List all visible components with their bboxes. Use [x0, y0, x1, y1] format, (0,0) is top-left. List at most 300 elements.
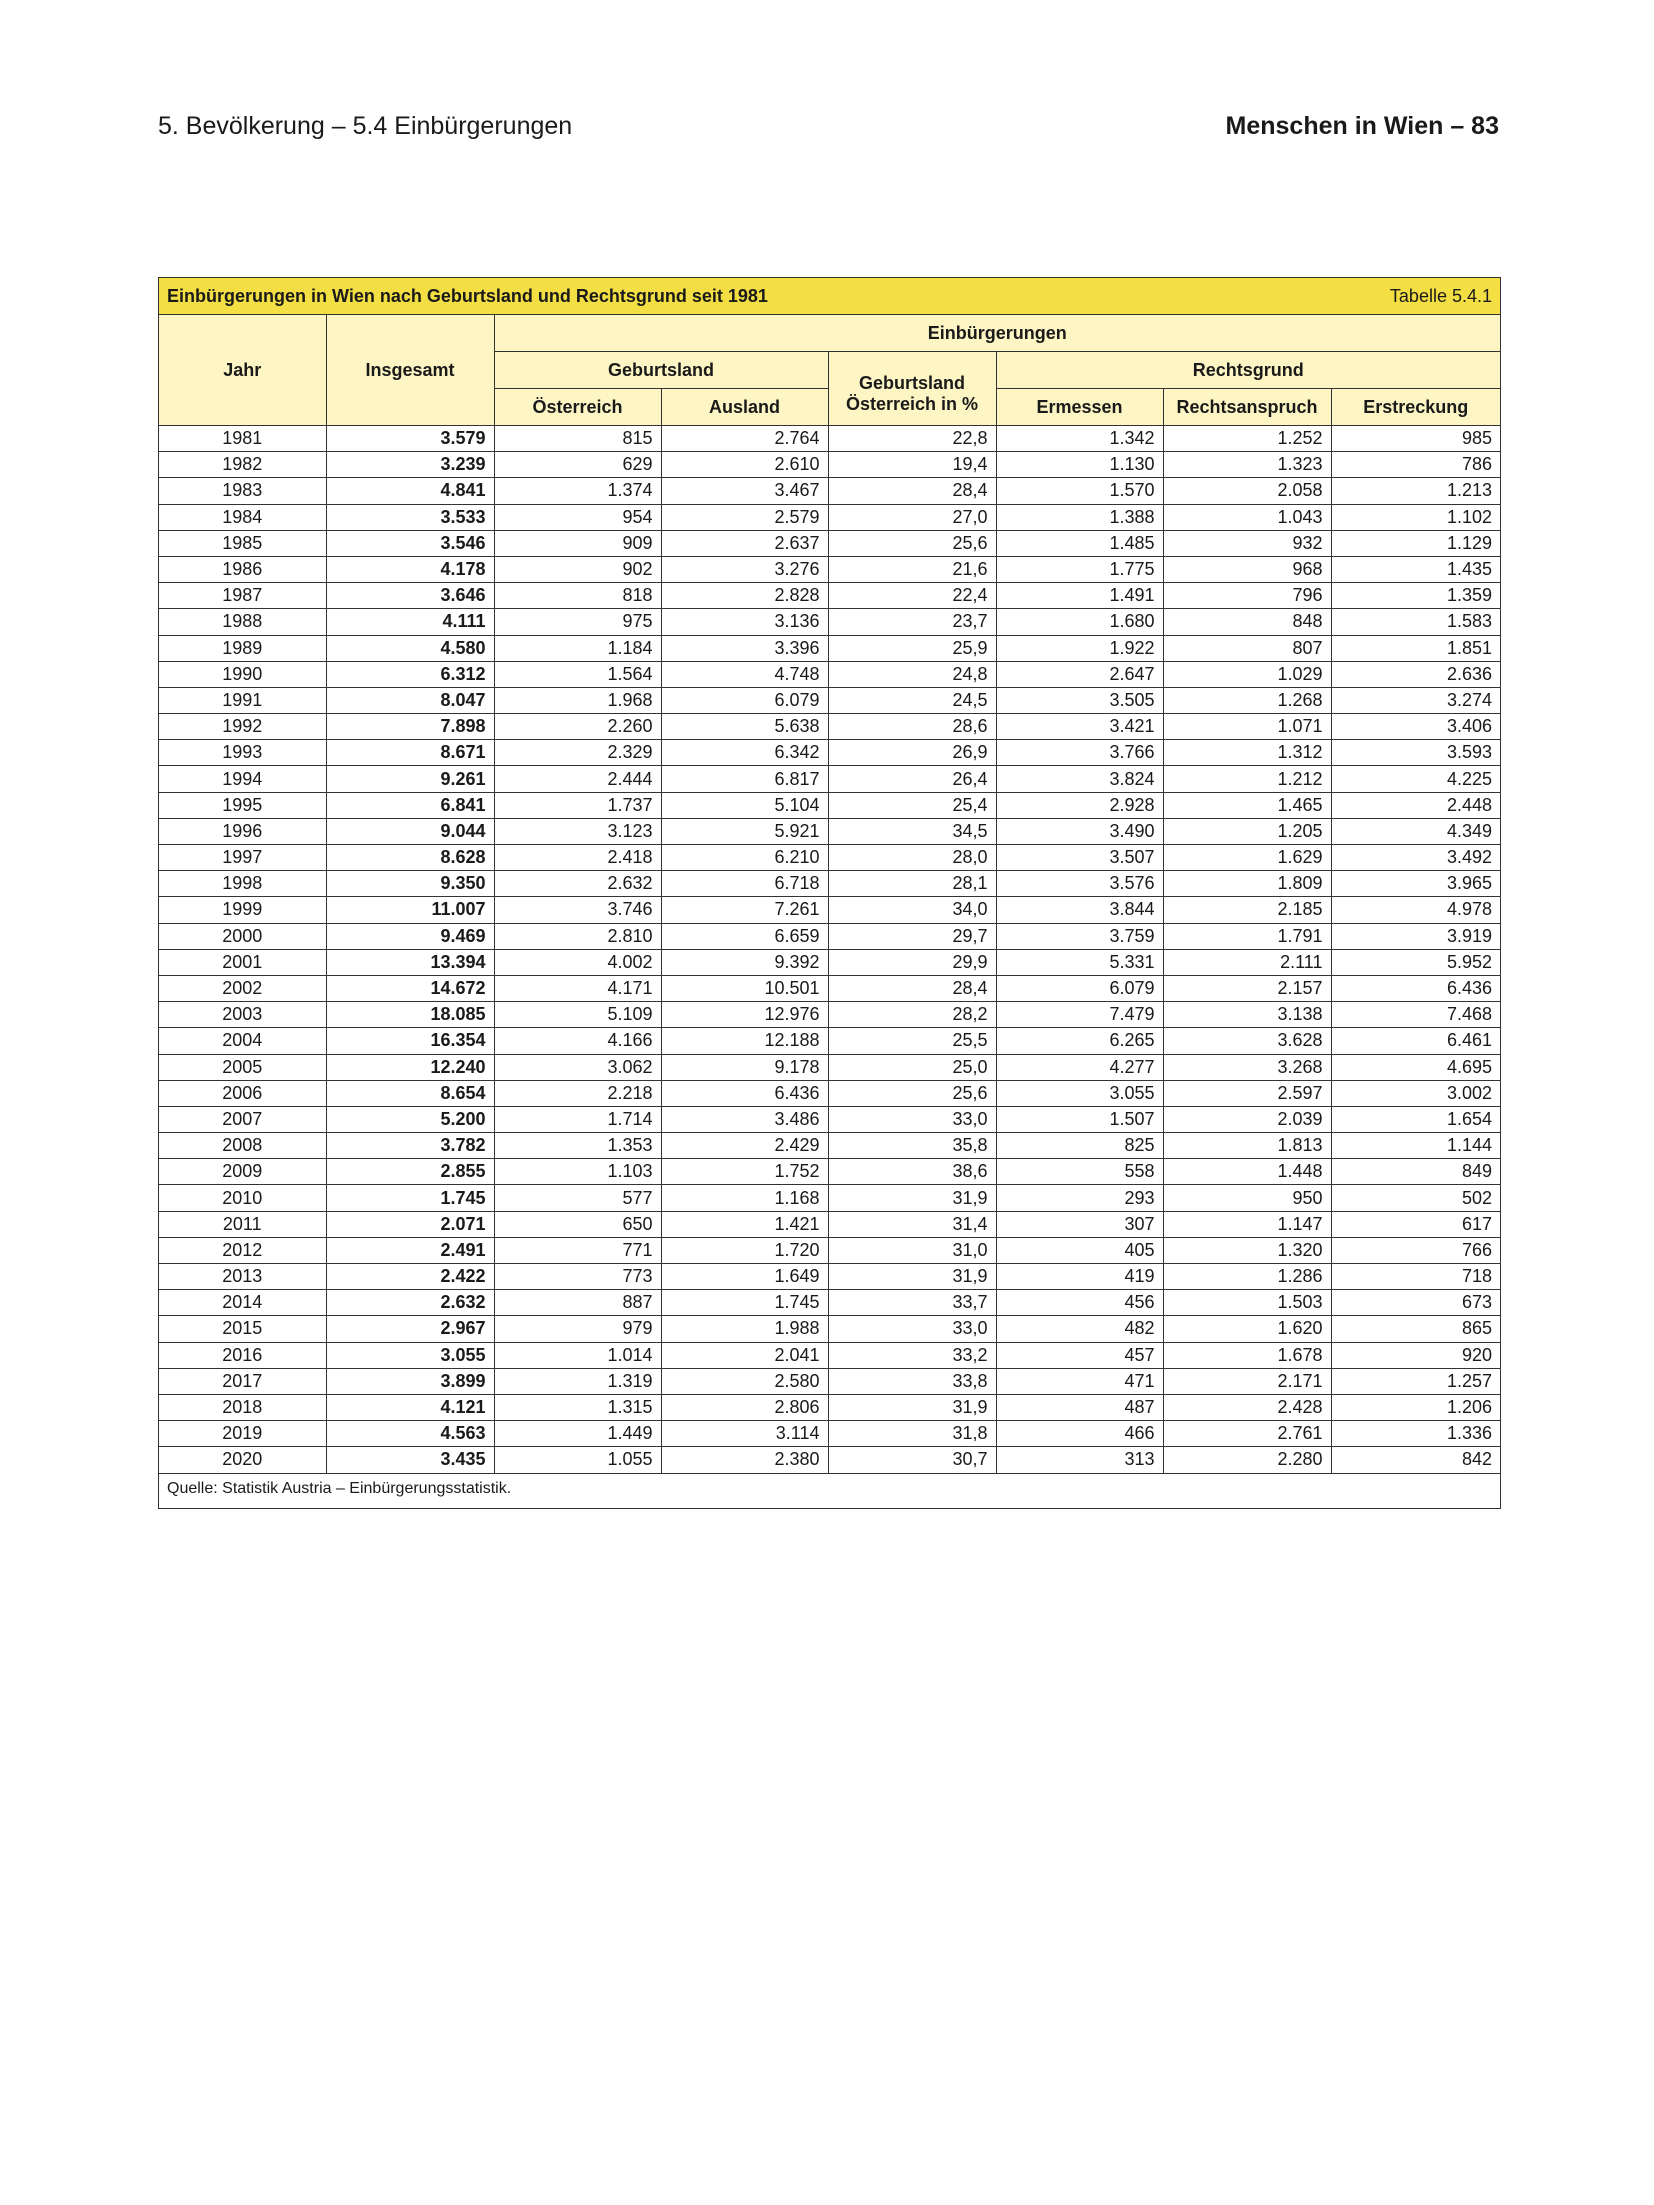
table-cell: 2.597: [1163, 1080, 1331, 1106]
table-cell: 3.138: [1163, 1002, 1331, 1028]
table-cell: 12.188: [661, 1028, 828, 1054]
table-cell: 12.976: [661, 1002, 828, 1028]
table-cell: 25,0: [828, 1054, 996, 1080]
table-cell: 33,7: [828, 1290, 996, 1316]
table-cell: 3.576: [996, 871, 1163, 897]
table-cell: 28,6: [828, 714, 996, 740]
table-cell: 1.421: [661, 1211, 828, 1237]
table-cell: 9.350: [326, 871, 494, 897]
table-cell: 1985: [159, 530, 326, 556]
header-geburtsland: Geburtsland: [494, 352, 828, 389]
table-row: [159, 1159, 1500, 1185]
table-cell: 950: [1163, 1185, 1331, 1211]
table-cell: 6.841: [326, 792, 494, 818]
table-row: [159, 1054, 1500, 1080]
table-cell: 34,5: [828, 818, 996, 844]
header-pct-line1: Geburtsland: [858, 372, 965, 393]
table-cell: 482: [996, 1316, 1163, 1342]
table-cell: 1.342: [996, 426, 1163, 452]
table-cell: 7.898: [326, 714, 494, 740]
table-cell: 10.501: [661, 975, 828, 1001]
table-cell: 2.444: [494, 766, 661, 792]
data-table: [159, 315, 1500, 1474]
header-pct-oesterreich: [828, 352, 996, 426]
table-cell: 1.129: [1331, 530, 1500, 556]
table-cell: 1.323: [1163, 452, 1331, 478]
table-cell: 1.968: [494, 687, 661, 713]
table-cell: 975: [494, 609, 661, 635]
table-cell: 13.394: [326, 949, 494, 975]
table-body: [159, 426, 1500, 1474]
table-cell: 9.392: [661, 949, 828, 975]
table-row: [159, 1028, 1500, 1054]
table-cell: 27,0: [828, 504, 996, 530]
table-cell: 3.646: [326, 583, 494, 609]
table-cell: 307: [996, 1211, 1163, 1237]
table-row: [159, 504, 1500, 530]
table-row: [159, 1211, 1500, 1237]
table-cell: 3.766: [996, 740, 1163, 766]
table-cell: 6.210: [661, 845, 828, 871]
table-cell: 786: [1331, 452, 1500, 478]
table-cell: 3.490: [996, 818, 1163, 844]
table-cell: 3.505: [996, 687, 1163, 713]
table-cell: 28,4: [828, 975, 996, 1001]
table-cell: 2.855: [326, 1159, 494, 1185]
table-cell: 6.265: [996, 1028, 1163, 1054]
table-cell: 617: [1331, 1211, 1500, 1237]
header-rechtsgrund: Rechtsgrund: [996, 352, 1500, 389]
table-cell: 1.745: [326, 1185, 494, 1211]
table-cell: 920: [1331, 1342, 1500, 1368]
table-cell: 405: [996, 1237, 1163, 1263]
table-cell: 1.014: [494, 1342, 661, 1368]
header-ermessen: Ermessen: [996, 389, 1163, 426]
table-row: [159, 1290, 1500, 1316]
header-jahr: Jahr: [159, 315, 326, 426]
table-cell: 502: [1331, 1185, 1500, 1211]
table-cell: 3.002: [1331, 1080, 1500, 1106]
table-cell: 2.157: [1163, 975, 1331, 1001]
table-cell: 1.168: [661, 1185, 828, 1211]
table-cell: 33,0: [828, 1316, 996, 1342]
table-cell: 1.184: [494, 635, 661, 661]
table-cell: 1994: [159, 766, 326, 792]
table-cell: 673: [1331, 1290, 1500, 1316]
table-cell: 2.329: [494, 740, 661, 766]
table-row: [159, 1447, 1500, 1473]
table-cell: 1.435: [1331, 556, 1500, 582]
table-cell: 2006: [159, 1080, 326, 1106]
table-cell: 2009: [159, 1159, 326, 1185]
table-cell: 1995: [159, 792, 326, 818]
table-row: [159, 1421, 1500, 1447]
table-cell: 4.580: [326, 635, 494, 661]
table-cell: 33,8: [828, 1368, 996, 1394]
table-cell: 4.695: [1331, 1054, 1500, 1080]
table-cell: 3.396: [661, 635, 828, 661]
table-cell: 2.761: [1163, 1421, 1331, 1447]
table-cell: 3.919: [1331, 923, 1500, 949]
table-cell: 5.952: [1331, 949, 1500, 975]
table-cell: 1.336: [1331, 1421, 1500, 1447]
table-cell: 9.044: [326, 818, 494, 844]
table-cell: 3.421: [996, 714, 1163, 740]
table-row: [159, 818, 1500, 844]
table-cell: 25,5: [828, 1028, 996, 1054]
table-cell: 1.737: [494, 792, 661, 818]
table-cell: 1.320: [1163, 1237, 1331, 1263]
table-cell: 26,9: [828, 740, 996, 766]
table-cell: 4.748: [661, 661, 828, 687]
table-cell: 3.746: [494, 897, 661, 923]
table-cell: 293: [996, 1185, 1163, 1211]
header-oesterreich: Österreich: [494, 389, 661, 426]
table-cell: 6.461: [1331, 1028, 1500, 1054]
table-cell: 2018: [159, 1394, 326, 1420]
table-cell: 2.418: [494, 845, 661, 871]
table-cell: 1.130: [996, 452, 1163, 478]
table-row: [159, 1264, 1500, 1290]
table-cell: 35,8: [828, 1133, 996, 1159]
table-cell: 22,4: [828, 583, 996, 609]
table-cell: 1992: [159, 714, 326, 740]
table-cell: 1.103: [494, 1159, 661, 1185]
table-cell: 1.257: [1331, 1368, 1500, 1394]
table-cell: 2.610: [661, 452, 828, 478]
table-cell: 1.654: [1331, 1106, 1500, 1132]
table-cell: 1.206: [1331, 1394, 1500, 1420]
table-row: [159, 1316, 1500, 1342]
table-cell: 24,5: [828, 687, 996, 713]
table-row: [159, 897, 1500, 923]
table-cell: 1991: [159, 687, 326, 713]
table-cell: 2004: [159, 1028, 326, 1054]
table-cell: 1.315: [494, 1394, 661, 1420]
table-row: [159, 583, 1500, 609]
table-cell: 2013: [159, 1264, 326, 1290]
table-cell: 25,6: [828, 1080, 996, 1106]
table-title: Einbürgerungen in Wien nach Geburtsland und Rechtsgrund seit 1981: [167, 285, 768, 306]
table-cell: 2.041: [661, 1342, 828, 1368]
table-cell: 1.851: [1331, 635, 1500, 661]
table-cell: 1.055: [494, 1447, 661, 1473]
table-cell: 4.111: [326, 609, 494, 635]
table-row: [159, 766, 1500, 792]
table-row: [159, 426, 1500, 452]
table-cell: 1.312: [1163, 740, 1331, 766]
table-row: [159, 661, 1500, 687]
table-cell: 932: [1163, 530, 1331, 556]
table-cell: 5.109: [494, 1002, 661, 1028]
table-cell: 7.468: [1331, 1002, 1500, 1028]
table-cell: 2.039: [1163, 1106, 1331, 1132]
table-cell: 2019: [159, 1421, 326, 1447]
table-cell: 2.928: [996, 792, 1163, 818]
table-cell: 1.620: [1163, 1316, 1331, 1342]
table-cell: 33,0: [828, 1106, 996, 1132]
table-cell: 3.486: [661, 1106, 828, 1132]
table-cell: 718: [1331, 1264, 1500, 1290]
table-cell: 979: [494, 1316, 661, 1342]
table-cell: 909: [494, 530, 661, 556]
header-rechtsanspruch: Rechtsanspruch: [1163, 389, 1331, 426]
table-cell: 2008: [159, 1133, 326, 1159]
table-cell: 1988: [159, 609, 326, 635]
table-row: [159, 1368, 1500, 1394]
table-cell: 1.629: [1163, 845, 1331, 871]
table-cell: 3.055: [996, 1080, 1163, 1106]
table-cell: 6.436: [661, 1080, 828, 1106]
table-cell: 1.071: [1163, 714, 1331, 740]
table-cell: 3.062: [494, 1054, 661, 1080]
table-cell: 902: [494, 556, 661, 582]
table-cell: 21,6: [828, 556, 996, 582]
table-cell: 8.654: [326, 1080, 494, 1106]
table-cell: 4.178: [326, 556, 494, 582]
table-cell: 6.659: [661, 923, 828, 949]
table-cell: 577: [494, 1185, 661, 1211]
table-cell: 1.465: [1163, 792, 1331, 818]
header-erstreckung: Erstreckung: [1331, 389, 1500, 426]
table-row: [159, 478, 1500, 504]
table-cell: 629: [494, 452, 661, 478]
table-row: [159, 530, 1500, 556]
table-cell: 1.745: [661, 1290, 828, 1316]
table-cell: 9.469: [326, 923, 494, 949]
table-cell: 19,4: [828, 452, 996, 478]
table-cell: 3.844: [996, 897, 1163, 923]
table-cell: 2.448: [1331, 792, 1500, 818]
table-row: [159, 1394, 1500, 1420]
table-cell: 2.491: [326, 1237, 494, 1263]
table-row: [159, 871, 1500, 897]
table-cell: 31,0: [828, 1237, 996, 1263]
table-cell: 8.671: [326, 740, 494, 766]
table-cell: 457: [996, 1342, 1163, 1368]
table-cell: 1993: [159, 740, 326, 766]
table-cell: 4.225: [1331, 766, 1500, 792]
table-cell: 1.374: [494, 478, 661, 504]
table-source: Quelle: Statistik Austria – Einbürgerungsstatistik.: [167, 1479, 512, 1497]
table-cell: 11.007: [326, 897, 494, 923]
table-cell: 1.988: [661, 1316, 828, 1342]
table-title-bar: [159, 278, 1500, 315]
table-cell: 4.121: [326, 1394, 494, 1420]
table-cell: 771: [494, 1237, 661, 1263]
table-cell: 2.428: [1163, 1394, 1331, 1420]
table-row: [159, 556, 1500, 582]
table-cell: 16.354: [326, 1028, 494, 1054]
table-cell: 4.002: [494, 949, 661, 975]
table-cell: 2.185: [1163, 897, 1331, 923]
table-cell: 4.563: [326, 1421, 494, 1447]
table-cell: 848: [1163, 609, 1331, 635]
table-cell: 1.922: [996, 635, 1163, 661]
table-cell: 1984: [159, 504, 326, 530]
table-cell: 4.841: [326, 478, 494, 504]
table-row: [159, 975, 1500, 1001]
table-cell: 766: [1331, 1237, 1500, 1263]
table-cell: 3.123: [494, 818, 661, 844]
table-cell: 29,9: [828, 949, 996, 975]
table-cell: 28,1: [828, 871, 996, 897]
table-cell: 3.239: [326, 452, 494, 478]
table-cell: 5.331: [996, 949, 1163, 975]
table-cell: 6.312: [326, 661, 494, 687]
table-cell: 4.277: [996, 1054, 1163, 1080]
table-cell: 1.564: [494, 661, 661, 687]
page-section-title: 5. Bevölkerung – 5.4 Einbürgerungen: [158, 112, 573, 140]
table-cell: 2.171: [1163, 1368, 1331, 1394]
table-cell: 6.079: [661, 687, 828, 713]
table-cell: 1.714: [494, 1106, 661, 1132]
table-cell: 1.043: [1163, 504, 1331, 530]
table-cell: 2005: [159, 1054, 326, 1080]
table-cell: 1.507: [996, 1106, 1163, 1132]
table-cell: 1.205: [1163, 818, 1331, 844]
table-row: [159, 1133, 1500, 1159]
table-cell: 7.479: [996, 1002, 1163, 1028]
table-cell: 29,7: [828, 923, 996, 949]
table-cell: 30,7: [828, 1447, 996, 1473]
table-cell: 9.178: [661, 1054, 828, 1080]
table-row: [159, 609, 1500, 635]
table-cell: 2016: [159, 1342, 326, 1368]
table-cell: 6.718: [661, 871, 828, 897]
table-cell: 849: [1331, 1159, 1500, 1185]
table-cell: 2.764: [661, 426, 828, 452]
table-cell: 1.791: [1163, 923, 1331, 949]
table-cell: 773: [494, 1264, 661, 1290]
table-cell: 887: [494, 1290, 661, 1316]
table-cell: 419: [996, 1264, 1163, 1290]
table-cell: 2.579: [661, 504, 828, 530]
table-cell: 2020: [159, 1447, 326, 1473]
table-cell: 1.144: [1331, 1133, 1500, 1159]
table-cell: 1.649: [661, 1264, 828, 1290]
table-cell: 1987: [159, 583, 326, 609]
table-cell: 865: [1331, 1316, 1500, 1342]
table-cell: 8.628: [326, 845, 494, 871]
table-cell: 1998: [159, 871, 326, 897]
table-cell: 33,2: [828, 1342, 996, 1368]
table-cell: 1.491: [996, 583, 1163, 609]
table-cell: 487: [996, 1394, 1163, 1420]
table-cell: 1.029: [1163, 661, 1331, 687]
table-cell: 3.965: [1331, 871, 1500, 897]
table-cell: 2.636: [1331, 661, 1500, 687]
table-cell: 2.111: [1163, 949, 1331, 975]
table-cell: 25,6: [828, 530, 996, 556]
table-cell: 31,9: [828, 1264, 996, 1290]
table-cell: 650: [494, 1211, 661, 1237]
table-cell: 3.759: [996, 923, 1163, 949]
table-cell: 3.579: [326, 426, 494, 452]
table-cell: 22,8: [828, 426, 996, 452]
table-row: [159, 1106, 1500, 1132]
table-cell: 2.422: [326, 1264, 494, 1290]
table-cell: 3.276: [661, 556, 828, 582]
table-cell: 2.632: [494, 871, 661, 897]
table-cell: 1.775: [996, 556, 1163, 582]
table-cell: 6.079: [996, 975, 1163, 1001]
table-cell: 1997: [159, 845, 326, 871]
table-row: [159, 1237, 1500, 1263]
table-row: [159, 845, 1500, 871]
table-row: [159, 949, 1500, 975]
table-cell: 3.055: [326, 1342, 494, 1368]
table-cell: 2.806: [661, 1394, 828, 1420]
table-cell: 1.570: [996, 478, 1163, 504]
table-cell: 38,6: [828, 1159, 996, 1185]
table-cell: 28,2: [828, 1002, 996, 1028]
table-cell: 8.047: [326, 687, 494, 713]
table-cell: 1990: [159, 661, 326, 687]
table-cell: 3.406: [1331, 714, 1500, 740]
table-cell: 1.353: [494, 1133, 661, 1159]
table-row: [159, 1185, 1500, 1211]
table-cell: 4.171: [494, 975, 661, 1001]
table-cell: 3.782: [326, 1133, 494, 1159]
table-row: [159, 1342, 1500, 1368]
table-cell: 5.921: [661, 818, 828, 844]
table-cell: 1.678: [1163, 1342, 1331, 1368]
table-cell: 1.268: [1163, 687, 1331, 713]
table-cell: 968: [1163, 556, 1331, 582]
table-cell: 3.136: [661, 609, 828, 635]
table-cell: 2001: [159, 949, 326, 975]
table-row: [159, 452, 1500, 478]
table-cell: 2.218: [494, 1080, 661, 1106]
table-cell: 31,9: [828, 1185, 996, 1211]
table-cell: 3.435: [326, 1447, 494, 1473]
table-cell: 25,9: [828, 635, 996, 661]
table-cell: 2.632: [326, 1290, 494, 1316]
table-row: [159, 1002, 1500, 1028]
table-cell: 456: [996, 1290, 1163, 1316]
table-row: [159, 687, 1500, 713]
table-cell: 25,4: [828, 792, 996, 818]
table-cell: 5.200: [326, 1106, 494, 1132]
table-cell: 1.680: [996, 609, 1163, 635]
table-cell: 1.213: [1331, 478, 1500, 504]
table-cell: 1996: [159, 818, 326, 844]
table-cell: 12.240: [326, 1054, 494, 1080]
table-row: [159, 792, 1500, 818]
table-cell: 954: [494, 504, 661, 530]
table-cell: 5.104: [661, 792, 828, 818]
table-cell: 3.628: [1163, 1028, 1331, 1054]
table-cell: 985: [1331, 426, 1500, 452]
table-cell: 1.286: [1163, 1264, 1331, 1290]
table-cell: 1981: [159, 426, 326, 452]
table-cell: 3.546: [326, 530, 494, 556]
table-cell: 2.058: [1163, 478, 1331, 504]
table-cell: 3.467: [661, 478, 828, 504]
table-cell: 2.429: [661, 1133, 828, 1159]
page-number-title: Menschen in Wien – 83: [1225, 112, 1499, 140]
table-cell: 558: [996, 1159, 1163, 1185]
table-cell: 5.638: [661, 714, 828, 740]
table-cell: 1.485: [996, 530, 1163, 556]
header-insgesamt: Insgesamt: [326, 315, 494, 426]
table-container: [158, 277, 1501, 1509]
table-cell: 1.212: [1163, 766, 1331, 792]
table-cell: 1986: [159, 556, 326, 582]
table-cell: 1.102: [1331, 504, 1500, 530]
table-row: [159, 714, 1500, 740]
